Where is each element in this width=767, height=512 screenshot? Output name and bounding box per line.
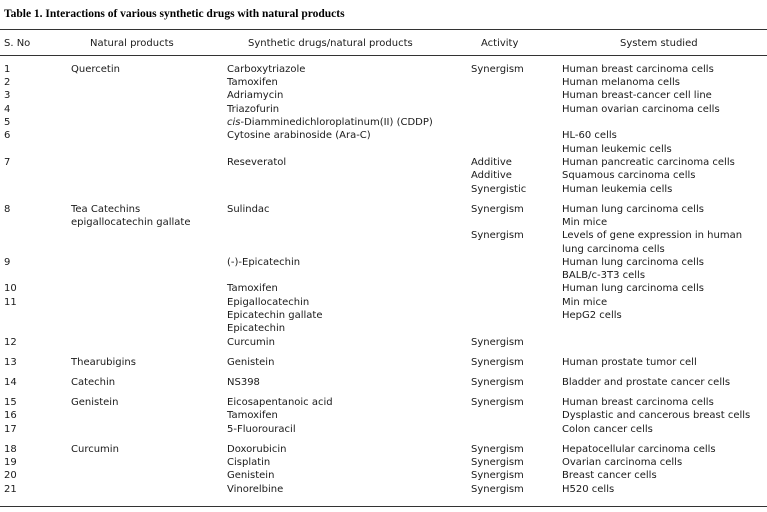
cis-prefix: cis: [227, 117, 241, 128]
system-studied-cell: BALB/c-3T3 cells: [562, 270, 646, 281]
sno-cell: 20: [4, 470, 17, 481]
system-studied-cell: Hepatocellular carcinoma cells: [562, 444, 716, 455]
natural-product-cell: Genistein: [71, 397, 119, 408]
synthetic-drug-cell: Carboxytriazole: [227, 64, 306, 75]
synthetic-drug-cell: Vinorelbine: [227, 484, 284, 495]
synthetic-drug-cell: Cytosine arabinoside (Ara-C): [227, 130, 371, 141]
activity-cell: Synergism: [471, 64, 524, 75]
natural-product-cell: Catechin: [71, 377, 116, 388]
sno-cell: 9: [4, 257, 11, 268]
activity-cell: Synergism: [471, 470, 524, 481]
activity-cell: Synergism: [471, 444, 524, 455]
synthetic-drug-cell: Tamoxifen: [227, 77, 278, 88]
system-studied-cell: Dysplastic and cancerous breast cells: [562, 410, 751, 421]
natural-product-cell: Quercetin: [71, 64, 120, 75]
natural-product-cell: Tea Catechins: [71, 204, 141, 215]
activity-cell: Synergism: [471, 230, 524, 241]
header-sno: S. No: [4, 38, 31, 49]
synthetic-drug-cell: Adriamycin: [227, 90, 284, 101]
activity-cell: Synergism: [471, 357, 524, 368]
natural-product-cell: Curcumin: [71, 444, 119, 455]
system-studied-cell: Bladder and prostate cancer cells: [562, 377, 731, 388]
header-system-studied: System studied: [620, 38, 698, 49]
synthetic-drug-cell: NS398: [227, 377, 260, 388]
sno-cell: 13: [4, 357, 17, 368]
activity-cell: Synergistic: [471, 184, 527, 195]
system-studied-cell: Min mice: [562, 217, 608, 228]
system-studied-cell: Human lung carcinoma cells: [562, 257, 704, 268]
activity-cell: Synergism: [471, 377, 524, 388]
synthetic-drug-cell: Genistein: [227, 470, 275, 481]
sno-cell: 2: [4, 77, 11, 88]
system-studied-cell: HL-60 cells: [562, 130, 617, 141]
table-top-rule: [0, 29, 767, 30]
activity-cell: Additive: [471, 170, 512, 181]
system-studied-cell: Squamous carcinoma cells: [562, 170, 696, 181]
sno-cell: 18: [4, 444, 17, 455]
sno-cell: 7: [4, 157, 11, 168]
system-studied-cell: Colon cancer cells: [562, 424, 653, 435]
sno-cell: 3: [4, 90, 11, 101]
header-synthetic-drugs: Synthetic drugs/natural products: [248, 38, 413, 49]
activity-cell: Synergism: [471, 397, 524, 408]
table-bottom-rule: [0, 506, 767, 507]
activity-cell: Synergism: [471, 337, 524, 348]
natural-product-cell: Thearubigins: [71, 357, 136, 368]
system-studied-cell: HepG2 cells: [562, 310, 622, 321]
activity-cell: Synergism: [471, 204, 524, 215]
table-header-rule: [0, 55, 767, 56]
synthetic-drug-cell: Tamoxifen: [227, 283, 278, 294]
system-studied-cell: Human breast carcinoma cells: [562, 397, 714, 408]
sno-cell: 1: [4, 64, 11, 75]
sno-cell: 21: [4, 484, 17, 495]
synthetic-drug-cell: Cisplatin: [227, 457, 271, 468]
synthetic-drug-cell: Tamoxifen: [227, 410, 278, 421]
system-studied-cell: Human lung carcinoma cells: [562, 283, 704, 294]
synthetic-drug-cell: Epicatechin gallate: [227, 310, 323, 321]
synthetic-drug-cell: Eicosapentanoic acid: [227, 397, 333, 408]
sno-cell: 16: [4, 410, 17, 421]
system-studied-cell: Human leukemia cells: [562, 184, 673, 195]
cddp-name: -Diamminedichloroplatinum(II) (CDDP): [240, 117, 433, 128]
natural-product-cell: epigallocatechin gallate: [71, 217, 191, 228]
system-studied-cell: H520 cells: [562, 484, 615, 495]
system-studied-cell: Human breast-cancer cell line: [562, 90, 712, 101]
sno-cell: 12: [4, 337, 17, 348]
synthetic-drug-cell: Genistein: [227, 357, 275, 368]
table-caption: Table 1. Interactions of various synthetic drugs with natural products: [4, 8, 345, 20]
sno-cell: 8: [4, 204, 11, 215]
synthetic-drug-cell: Sulindac: [227, 204, 270, 215]
system-studied-cell: Breast cancer cells: [562, 470, 657, 481]
header-natural-products: Natural products: [90, 38, 174, 49]
sno-cell: 6: [4, 130, 11, 141]
synthetic-drug-cell: Curcumin: [227, 337, 275, 348]
system-studied-cell: Human melanoma cells: [562, 77, 680, 88]
synthetic-drug-cell: 5-Fluorouracil: [227, 424, 296, 435]
sno-cell: 17: [4, 424, 17, 435]
system-studied-cell: Ovarian carcinoma cells: [562, 457, 683, 468]
system-studied-cell: Human lung carcinoma cells: [562, 204, 704, 215]
system-studied-cell: lung carcinoma cells: [562, 244, 665, 255]
system-studied-cell: Levels of gene expression in human: [562, 230, 743, 241]
system-studied-cell: Human prostate tumor cell: [562, 357, 697, 368]
header-activity: Activity: [481, 38, 519, 49]
synthetic-drug-cell: Triazofurin: [227, 104, 280, 115]
sno-cell: 4: [4, 104, 11, 115]
activity-cell: Additive: [471, 157, 512, 168]
synthetic-drug-cell: (-)-Epicatechin: [227, 257, 301, 268]
sno-cell: 11: [4, 297, 17, 308]
system-studied-cell: Min mice: [562, 297, 608, 308]
system-studied-cell: Human pancreatic carcinoma cells: [562, 157, 735, 168]
synthetic-drug-cell: Reseveratol: [227, 157, 287, 168]
system-studied-cell: Human ovarian carcinoma cells: [562, 104, 720, 115]
synthetic-drug-cell: Epigallocatechin: [227, 297, 310, 308]
synthetic-drug-cell: Epicatechin: [227, 323, 286, 334]
sno-cell: 19: [4, 457, 17, 468]
sno-cell: 14: [4, 377, 17, 388]
sno-cell: 10: [4, 283, 17, 294]
sno-cell: 15: [4, 397, 17, 408]
activity-cell: Synergism: [471, 457, 524, 468]
system-studied-cell: Human breast carcinoma cells: [562, 64, 714, 75]
synthetic-drug-cell: [227, 116, 433, 129]
sno-cell: 5: [4, 117, 11, 128]
synthetic-drug-cell: Doxorubicin: [227, 444, 287, 455]
system-studied-cell: Human leukemic cells: [562, 144, 672, 155]
activity-cell: Synergism: [471, 484, 524, 495]
